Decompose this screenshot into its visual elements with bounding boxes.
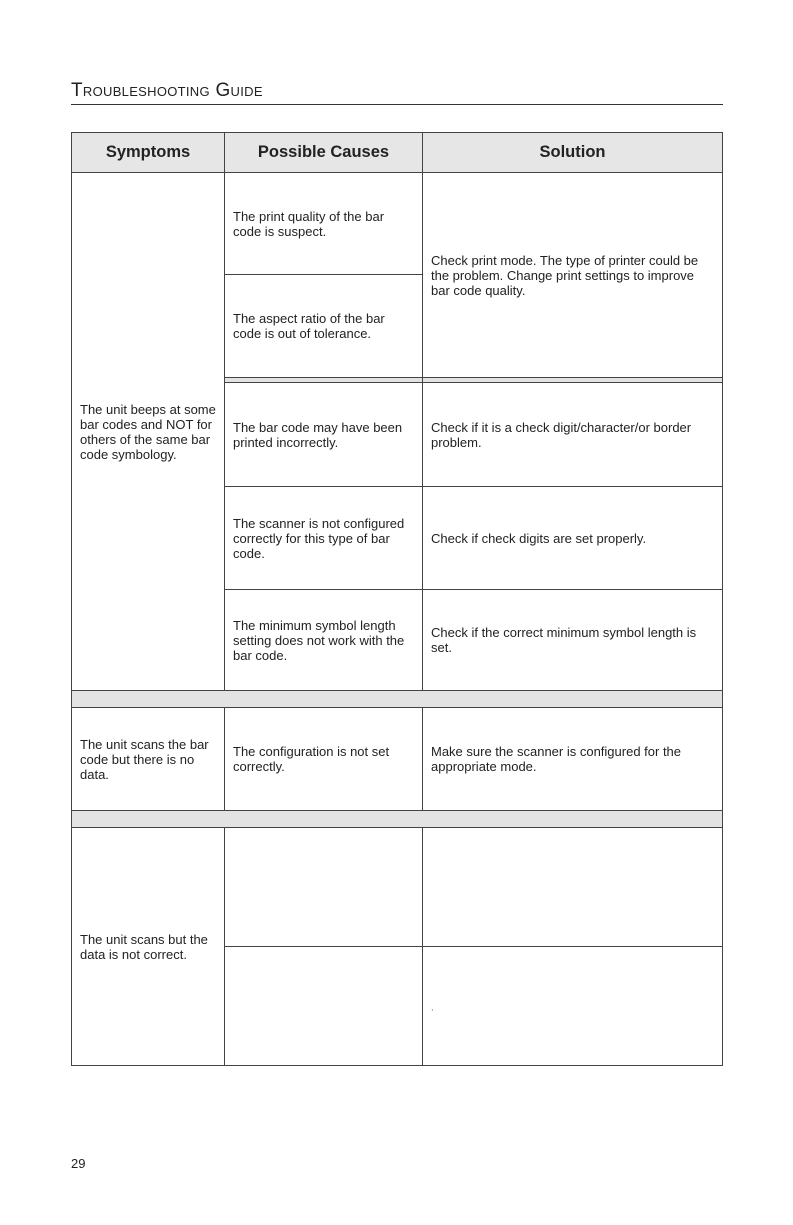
column-header-solution: Solution xyxy=(423,133,723,173)
cause-cell: The bar code may have been printed incorrectly. xyxy=(225,383,423,487)
column-header-symptoms: Symptoms xyxy=(72,133,225,173)
cause-cell: The scanner is not configured correctly for this type of bar code. xyxy=(225,487,423,590)
cause-cell: The minimum symbol length setting does not work with the bar code. xyxy=(225,590,423,691)
group-separator xyxy=(72,811,723,828)
table-header-row xyxy=(72,133,723,173)
solution-cell: Check print mode. The type of printer could be the problem. Change print settings to improve bar code quality. xyxy=(423,173,723,378)
symptom-cell: The unit scans but the data is not correct. xyxy=(72,828,225,1066)
cause-cell: The print quality of the bar code is suspect. xyxy=(225,173,423,275)
cause-cell: The aspect ratio of the bar code is out of tolerance. xyxy=(225,275,423,378)
page-number: 29 xyxy=(71,1156,86,1171)
solution-cell: Check if the correct minimum symbol length is set. xyxy=(423,590,723,691)
symptom-cell: The unit scans the bar code but there is no data. xyxy=(72,708,225,811)
table-row xyxy=(72,173,723,275)
column-header-possible-causes: Possible Causes xyxy=(225,133,423,173)
group-separator xyxy=(72,691,723,708)
table-row xyxy=(72,708,723,811)
solution-cell xyxy=(423,947,723,1066)
cause-cell xyxy=(225,947,423,1066)
cause-cell: The configuration is not set correctly. xyxy=(225,708,423,811)
stray-mark: , xyxy=(431,1001,434,1012)
solution-cell xyxy=(423,828,723,947)
solution-cell: Check if check digits are set properly. xyxy=(423,487,723,590)
symptom-cell: The unit beeps at some bar codes and NOT for others of the same bar code symbology. xyxy=(72,173,225,691)
cause-cell xyxy=(225,828,423,947)
solution-cell: Make sure the scanner is configured for the appropriate mode. xyxy=(423,708,723,811)
solution-cell: Check if it is a check digit/character/or border problem. xyxy=(423,383,723,487)
table-row xyxy=(72,828,723,947)
running-header: Troubleshooting Guide xyxy=(71,80,723,105)
troubleshooting-table xyxy=(71,132,723,1066)
